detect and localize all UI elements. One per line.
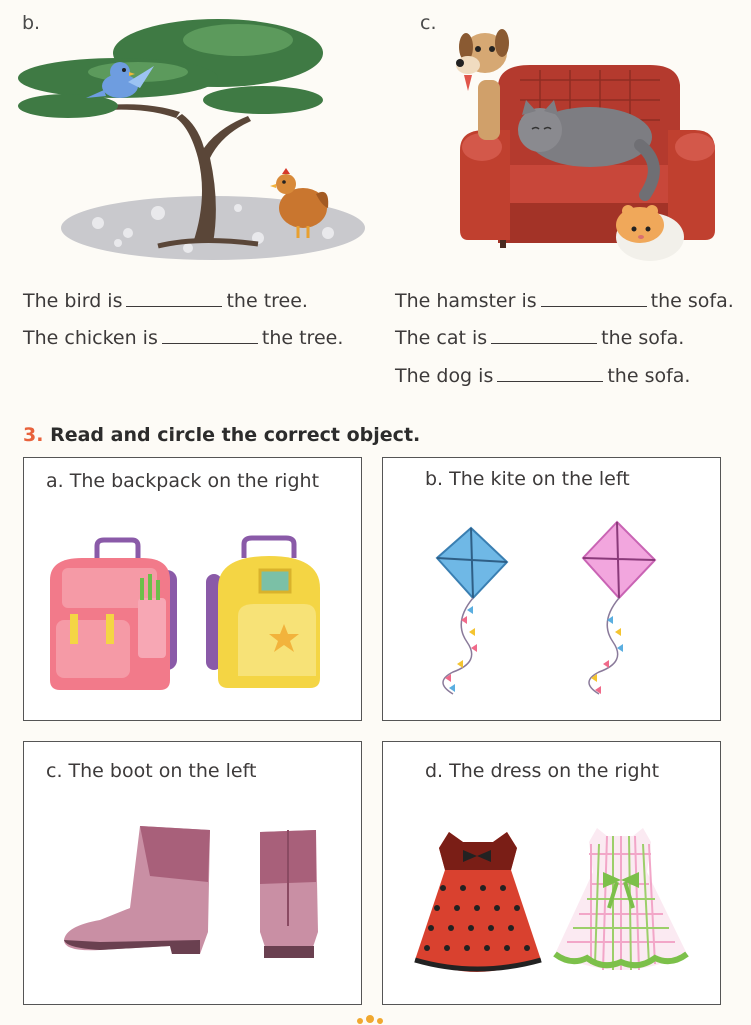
dress-right-plaid[interactable]	[551, 824, 691, 974]
sentence-dog	[395, 365, 690, 387]
tree-scene-illustration	[8, 8, 368, 268]
sentence-hamster-end: the sofa.	[650, 290, 734, 312]
kite-left-blue[interactable]	[423, 522, 533, 702]
backpack-right-yellow[interactable]	[204, 538, 334, 688]
page-decoration-dots	[352, 1013, 392, 1025]
blank-chicken[interactable]	[162, 327, 258, 344]
section-3-number: 3.	[23, 424, 44, 446]
dress-left-polka-dot[interactable]	[413, 828, 543, 978]
sentence-hamster	[395, 290, 734, 312]
sentence-cat-end: the sofa.	[601, 327, 685, 349]
exercise-letter-b: b.	[22, 12, 41, 34]
section-3-heading	[23, 424, 420, 446]
sentence-chicken	[23, 327, 343, 349]
sentence-cat-start: The cat is	[395, 327, 488, 349]
sentence-chicken-start: The chicken is	[23, 327, 158, 349]
boot-right-front-view[interactable]	[254, 826, 324, 966]
section-3-title: Read and circle the correct object.	[50, 424, 421, 446]
box-label-dress: d. The dress on the right	[425, 760, 660, 782]
kite-right-pink[interactable]	[561, 518, 671, 698]
sentence-hamster-start: The hamster is	[395, 290, 537, 312]
blank-bird[interactable]	[126, 290, 222, 307]
box-label-boot: c. The boot on the left	[46, 760, 257, 782]
blank-dog[interactable]	[497, 365, 603, 382]
blank-hamster[interactable]	[541, 290, 647, 307]
sentence-cat	[395, 327, 684, 349]
sentence-dog-end: the sofa.	[607, 365, 691, 387]
sentence-bird-start: The bird is	[23, 290, 123, 312]
box-label-backpack: a. The backpack on the right	[46, 470, 320, 492]
box-label-kite: b. The kite on the left	[425, 468, 630, 490]
exercise-box-boot	[23, 741, 362, 1005]
sentence-dog-start: The dog is	[395, 365, 494, 387]
exercise-box-dress	[382, 741, 721, 1005]
sofa-scene-illustration	[440, 25, 730, 275]
backpack-left-pink[interactable]	[42, 540, 187, 690]
sentence-bird-end: the tree.	[226, 290, 308, 312]
exercise-box-kite	[382, 457, 721, 721]
boot-left-side-view[interactable]	[60, 822, 220, 962]
sentence-chicken-end: the tree.	[261, 327, 344, 349]
exercise-letter-c: c.	[420, 12, 437, 34]
sentence-bird	[23, 290, 308, 312]
blank-cat[interactable]	[491, 327, 597, 344]
exercise-box-backpack	[23, 457, 362, 721]
